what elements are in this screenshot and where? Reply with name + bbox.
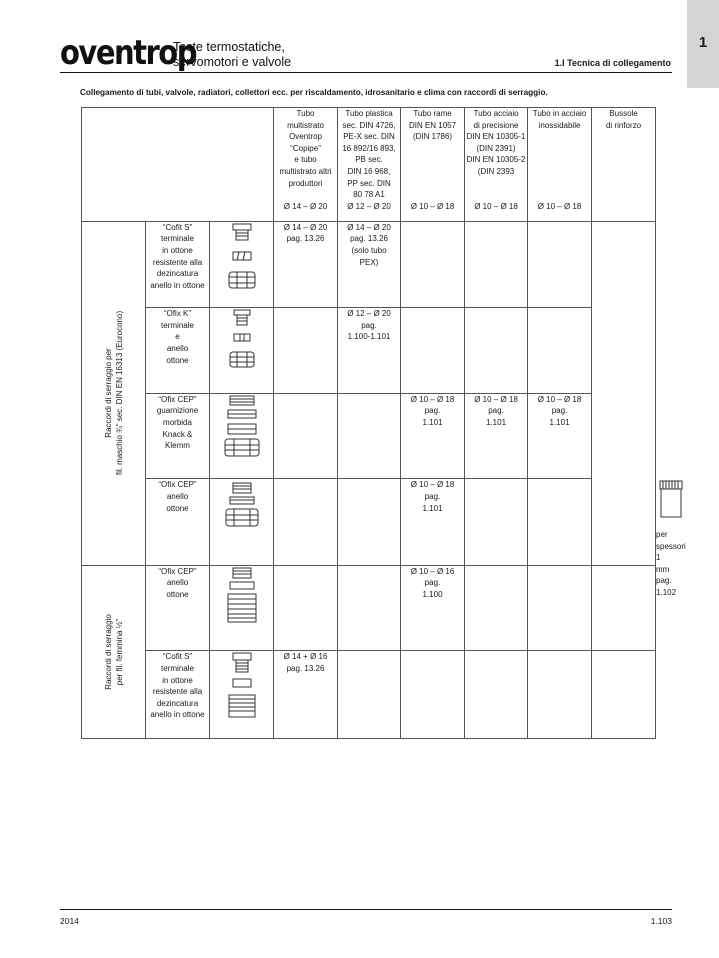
fitting-name-line: in ottone <box>162 675 193 685</box>
value-line: Ø 10 – Ø 18 <box>410 480 455 490</box>
value-cell <box>338 651 401 739</box>
column-header <box>274 108 338 222</box>
value-line: pag. <box>551 406 568 416</box>
value-cell <box>338 221 401 308</box>
fitting-name-line: anello <box>166 491 189 501</box>
value-cell <box>528 393 592 479</box>
brand-logo: oventrop <box>60 32 196 73</box>
fitting-name-line: anello in ottone <box>150 280 205 290</box>
fitting-name-line: e <box>175 332 180 342</box>
value-line: Ø 14 – Ø 20 <box>347 222 391 232</box>
value-cell <box>528 565 592 651</box>
value-line: pag. <box>424 406 441 416</box>
fitting-name-line: in ottone <box>162 245 193 255</box>
fitting-name-line: ottone <box>166 503 189 513</box>
value-cell <box>338 308 401 394</box>
column-header-line: Tubo rame <box>413 109 452 118</box>
column-header-line: “Copipe” <box>290 143 321 153</box>
fitting-name-line: resistente alla <box>152 257 203 267</box>
fitting-name-line: dezincatura <box>156 698 199 708</box>
value-cell <box>528 221 592 308</box>
value-cell <box>401 565 465 651</box>
column-diameter: Ø 12 – Ø 20 <box>347 201 391 211</box>
fitting-name-line: Knack & <box>162 429 193 439</box>
table-row: “Ofix CEP” anello ottone Ø 10 – Ø 18 pag. 1.101 per spessori 1 mm pag. 1.102 <box>82 479 656 566</box>
document-title-line-2: servomotori e valvole <box>173 55 292 69</box>
value-line: pag. 13.26 <box>286 234 325 244</box>
column-header-line: DIN EN 10305-1 <box>466 132 526 142</box>
value-cell <box>465 221 528 308</box>
column-diameter: Ø 10 – Ø 18 <box>410 201 455 211</box>
fitting-name-line: dezincatura <box>156 269 199 279</box>
group-label-line: fil. maschio ¾" sec. DIN EN 16313 (Eurocono) <box>114 311 124 476</box>
column-header <box>528 108 592 222</box>
value-line: pag. <box>424 491 441 501</box>
value-line: Ø 10 – Ø 18 <box>474 394 518 404</box>
column-header-line: multistrato altri <box>279 166 332 176</box>
fitting-name <box>146 479 210 566</box>
column-header-line: (DIN 2391) <box>476 143 516 153</box>
column-header <box>338 108 401 222</box>
value-cell <box>338 393 401 479</box>
value-line: pag. <box>361 320 377 330</box>
value-cell <box>338 479 401 566</box>
column-header-line: 16 892/16 893, <box>342 143 396 153</box>
fitting-name <box>146 393 210 479</box>
document-title-line-1: Teste termostatiche, <box>173 40 285 54</box>
value-line: Ø 10 – Ø 18 <box>537 394 582 404</box>
column-header-line: (DIN 2393 <box>477 166 515 176</box>
fitting-image <box>210 393 274 479</box>
fitting-image <box>210 479 274 566</box>
column-header-line: DIN EN 1057 <box>408 120 457 130</box>
fitting-name-line: “Ofix K” <box>163 309 192 319</box>
fitting-image <box>210 565 274 651</box>
value-line: pag. <box>488 406 504 416</box>
value-cell <box>338 565 401 651</box>
table-row <box>82 393 656 479</box>
corner-cell <box>82 108 274 222</box>
fittings-table <box>81 107 686 739</box>
value-line: Ø 10 – Ø 16 <box>410 566 455 576</box>
value-line: Ø 14 – Ø 20 <box>283 222 328 232</box>
fitting-name-line: “Ofix CEP” <box>158 480 197 490</box>
value-line: Ø 10 – Ø 18 <box>410 394 455 404</box>
reinforcement-sleeve-icon <box>656 479 686 519</box>
group-label-line: Raccordi di serraggio <box>103 614 113 690</box>
column-header-line: PB sec. <box>355 155 383 165</box>
fitting-name-line: guarnizione <box>156 406 199 416</box>
column-header-line: sec. DIN 4726, <box>342 120 396 130</box>
table-row <box>82 565 656 651</box>
value-cell <box>465 393 528 479</box>
column-header-line: produttori <box>288 178 323 188</box>
value-cell <box>465 308 528 394</box>
value-cell <box>401 393 465 479</box>
table-row <box>82 651 656 739</box>
fitting-name-line: anello in ottone <box>150 710 205 720</box>
group-label-female-thread <box>82 565 146 738</box>
value-cell <box>274 393 338 479</box>
value-cell <box>401 308 465 394</box>
column-header-line: inossidabile <box>538 120 581 130</box>
fitting-image <box>210 221 274 308</box>
group-label-line: Raccordi di serraggio per <box>103 348 113 438</box>
value-line: pag. <box>424 578 441 588</box>
fitting-image <box>210 308 274 394</box>
table-row <box>82 221 656 308</box>
fitting-name-line: “Cofit S” <box>162 652 193 662</box>
value-cell <box>401 651 465 739</box>
column-header-line: PP sec. DIN <box>347 178 391 188</box>
chapter-tab <box>687 0 719 88</box>
group-label-male-thread <box>82 221 146 565</box>
cofit-s-fitting-icon <box>222 222 262 294</box>
fitting-name-line: morbida <box>163 417 192 427</box>
column-header-line: (DIN 1786) <box>412 132 453 142</box>
value-cell <box>274 479 338 566</box>
column-header-line: di rinforzo <box>605 120 642 130</box>
value-line: 1.101 <box>486 417 507 427</box>
section-title: 1.I Tecnica di collegamento <box>554 58 671 68</box>
fitting-name-line: resistente alla <box>152 687 203 697</box>
value-line: pag. 13.26 <box>286 664 325 673</box>
value-line: Ø 14 + Ø 16 <box>283 652 328 662</box>
column-diameter: Ø 10 – Ø 18 <box>474 201 518 211</box>
column-header-line: Oventrop <box>289 132 322 142</box>
value-cell <box>401 479 465 566</box>
column-header-line: PE-X sec. DIN <box>343 132 395 142</box>
fitting-name-line: “Ofix CEP” <box>158 394 197 404</box>
column-header-line: Tubo plastica <box>345 109 393 118</box>
ofix-cep-brass-ring-fitting-icon <box>220 479 264 531</box>
value-line: PEX) <box>359 257 379 267</box>
column-header-line: DIN 16 968, <box>347 166 391 176</box>
column-header <box>592 108 656 222</box>
value-cell <box>274 308 338 394</box>
value-cell <box>274 221 338 308</box>
chapter-number: 1 <box>698 34 708 51</box>
fitting-name <box>146 651 210 739</box>
value-cell <box>274 651 338 739</box>
footer-page-number: 1.103 <box>650 916 672 926</box>
fitting-name <box>146 565 210 651</box>
group-label-line: per fil. femmina ½" <box>114 618 124 686</box>
fitting-name-line: “Cofit S” <box>162 222 193 232</box>
column-header <box>401 108 465 222</box>
intro-text: Collegamento di tubi, valvole, radiatori, collettori ecc. per riscaldamento, idrosanitario e clima con raccordi di serraggio. <box>80 88 548 97</box>
empty-cell <box>592 651 656 739</box>
fitting-name-line: terminale <box>161 664 194 673</box>
value-cell <box>401 221 465 308</box>
column-header-line: Tubo in acciaio <box>532 109 587 118</box>
value-line: 1.100 <box>422 590 443 600</box>
column-header-line: multistrato <box>287 120 324 130</box>
column-header-line: di precisione <box>473 120 519 130</box>
value-cell <box>274 565 338 651</box>
fitting-name-line: anello <box>166 344 189 354</box>
column-header-line: 80 78 A1 <box>353 190 385 200</box>
value-cell <box>528 651 592 739</box>
fitting-name-line: terminale <box>161 234 194 244</box>
column-header <box>465 108 528 222</box>
value-line: 1.101 <box>549 417 570 427</box>
fitting-image <box>210 651 274 739</box>
document-title <box>173 40 291 70</box>
column-diameter: Ø 10 – Ø 18 <box>537 201 582 211</box>
column-header-line: DIN EN 10305-2 <box>466 155 526 165</box>
header-divider <box>60 72 672 73</box>
fitting-name-line: ottone <box>166 355 189 365</box>
table-row <box>82 308 656 394</box>
fitting-name <box>146 308 210 394</box>
value-cell <box>465 565 528 651</box>
ofix-cep-female-fitting-icon <box>220 566 264 626</box>
footer-year: 2014 <box>60 916 79 926</box>
fitting-name-line: Klemm <box>165 441 190 451</box>
ofix-cep-soft-seal-fitting-icon <box>220 394 264 458</box>
fitting-name-line: “Ofix CEP” <box>158 566 197 576</box>
value-line: 1.101 <box>422 503 443 513</box>
column-header-line: e tubo <box>294 155 317 165</box>
value-cell <box>528 308 592 394</box>
column-header-line: Tubo acciaio <box>473 109 519 118</box>
value-cell <box>465 479 528 566</box>
empty-cell <box>592 221 656 565</box>
header-row <box>82 108 656 222</box>
value-line: (solo tubo <box>351 245 387 255</box>
fitting-name <box>146 221 210 308</box>
fitting-name-line: anello <box>166 578 189 588</box>
value-cell <box>528 479 592 566</box>
footer-divider <box>60 909 672 910</box>
cofit-s-female-fitting-icon <box>222 651 262 721</box>
ofix-k-fitting-icon <box>222 308 262 372</box>
value-cell <box>465 651 528 739</box>
column-header-line: Tubo <box>296 109 315 118</box>
column-diameter: Ø 14 – Ø 20 <box>283 201 328 211</box>
value-line: 1.101 <box>422 417 443 427</box>
value-line: 1.100-1.101 <box>347 332 391 342</box>
value-line: Ø 12 – Ø 20 <box>347 309 391 319</box>
column-header-line: Bussole <box>609 109 638 118</box>
fitting-name-line: ottone <box>166 590 189 600</box>
value-line: pag. 13.26 <box>350 234 388 244</box>
fitting-name-line: terminale <box>161 320 194 330</box>
